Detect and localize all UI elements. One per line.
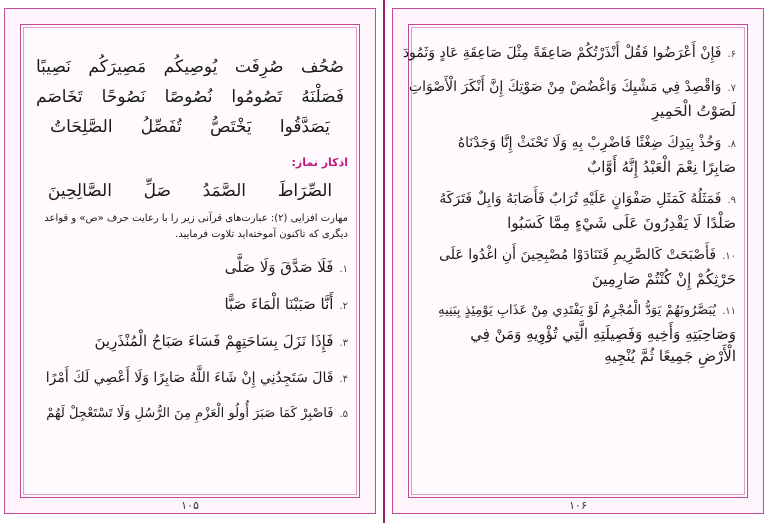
word: نَصِيبًا [36, 57, 71, 77]
word-row [32, 82, 348, 112]
verse-line [420, 188, 736, 212]
word: يَصَدَّقُوا [279, 117, 330, 137]
dhikr-title: اذکار نماز: [291, 156, 348, 169]
word: الصَّلِحَاتُ [50, 117, 113, 137]
verse-text: فَأَصْبَحَتْ كَالصَّرِيمِ فَتَنَادَوْا مُصْبِحِينَ أَنِ اغْدُوا عَلَى [439, 247, 717, 263]
verse-number: ۶. [727, 49, 736, 60]
verse-line [420, 300, 736, 323]
exercise-item [32, 257, 348, 280]
page-number: ۱۰۵ [181, 499, 199, 512]
exercise-number: ۴. [339, 374, 348, 385]
word: صُرِفَت [234, 57, 284, 77]
verse-number: ۱۱. [722, 306, 736, 317]
page-number: ۱۰۶ [569, 499, 587, 512]
left-page [4, 8, 376, 514]
verse-line [420, 100, 736, 122]
word: تَخَاصَم [36, 87, 83, 107]
word: يَخْتَصُّ [209, 117, 252, 137]
verse-line [402, 42, 736, 66]
verse-line [420, 132, 736, 156]
verse-text: فَإِنْ أَعْرَضُوا فَقُلْ أَنْذَرْتُكُمْ صَاعِقَةً مِثْلَ صَاعِقَةِ عَادٍ وَثَمُودَ [402, 45, 722, 61]
exercise-text: فَاصْبِرْ كَمَا صَبَرَ أُولُو الْعَزْمِ مِنَ الرُّسُلِ وَلَا تَسْتَعْجِلْ لَهُمْ [46, 406, 334, 421]
dhikr-words [32, 175, 348, 207]
exercise-item [32, 331, 348, 354]
verse-item [420, 300, 736, 367]
verse-line [420, 212, 736, 234]
exercise-number: ۲. [339, 301, 348, 312]
word: فَصَلْنَهُ [301, 87, 344, 107]
verse-text: لَصَوْتُ الْحَمِيرِ [651, 102, 736, 120]
verse-number: ۱۰. [722, 251, 736, 262]
dhikr-word: صَلِّ [143, 181, 171, 201]
left-page-content [32, 36, 348, 486]
word-row [32, 112, 348, 142]
verse-item [420, 244, 736, 290]
verse-text: وَصَاحِبَتِهِ وَأَخِيهِ وَفَصِيلَتِهِ الَّتِي تُؤْوِيهِ وَمَنْ فِي [470, 325, 736, 343]
word: تَصُومُوا [231, 87, 283, 107]
exercise-text: فَلَا صَدَّقَ وَلَا صَلَّى [224, 258, 334, 276]
verse-line [408, 76, 736, 100]
verse-line [420, 244, 736, 268]
verse-text: وَخُذْ بِيَدِكَ ضِغْثًا فَاضْرِبْ بِهِ وَلَا تَحْنَثْ إِنَّا وَجَدْنَاهُ [457, 135, 722, 151]
word: نَصُوحًا [101, 87, 146, 107]
verse-line [420, 345, 736, 367]
dhikr-word: الصِّرَاطَ [277, 181, 333, 201]
verse-text: الْأَرْضِ جَمِيعًا ثُمَّ يُنْجِيهِ [604, 347, 736, 365]
verse-number: ۸. [727, 139, 736, 150]
exercise-item [32, 404, 348, 425]
word: يُوصِيكُم [163, 57, 218, 77]
verse-line [420, 323, 736, 345]
word-practice [32, 52, 348, 142]
verse-text: فَمَثَلُهُ كَمَثَلِ صَفْوَانٍ عَلَيْهِ تُرَابٌ فَأَصَابَهُ وَابِلٌ فَتَرَكَهُ [439, 191, 722, 207]
exercise-list [32, 257, 348, 425]
verse-text: يُبَصَّرُونَهُمْ يَوَدُّ الْمُجْرِمُ لَوْ يَفْتَدِي مِنْ عَذَابِ يَوْمِئِذٍ بِبَنِيهِ [438, 303, 717, 318]
verse-item [420, 132, 736, 178]
verse-item [402, 42, 736, 66]
spine-line [383, 0, 385, 523]
verse-number: ۹. [727, 195, 736, 206]
dhikr-word: الصَّالِحِينَ [47, 181, 112, 201]
verse-line [420, 268, 736, 290]
verse-item [420, 188, 736, 234]
exercise-number: ۵. [339, 409, 348, 420]
word: تُفَصِّلُ [140, 117, 182, 137]
exercise-number: ۱. [339, 264, 348, 275]
word: صُحُف [300, 57, 344, 77]
word-row [32, 52, 348, 82]
verse-text: حَرْثِكُمْ إِنْ كُنْتُمْ صَارِمِينَ [591, 270, 736, 288]
instruction-text: مهارت افزایی (۲): عبارت‌های قرآنی زیر را با رعایت حرف «ص» و قواعد دیگری که تاکنون آموخته‌اید تلاوت فرمایید. [44, 213, 348, 240]
right-page [392, 8, 764, 514]
exercise-item [32, 368, 348, 390]
right-page-content [402, 42, 736, 486]
dhikr-word: الصَّمَدُ [202, 181, 247, 201]
word: مَصِيرَكُم [88, 57, 147, 77]
exercise-text: قَالَ سَتَجِدُنِي إِنْ شَاءَ اللَّهُ صَابِرًا وَلَا أَعْصِي لَكَ أَمْرًا [45, 370, 334, 386]
exercise-item [32, 294, 348, 317]
verse-text: صَلْدًا لَا يَقْدِرُونَ عَلَى شَيْءٍ مِمَّا كَسَبُوا [507, 214, 736, 232]
verse-line [420, 156, 736, 178]
word: نُصُوصًا [164, 87, 213, 107]
verse-item [408, 76, 736, 122]
exercise-text: أَنَّا صَبَبْنَا الْمَاءَ صَبًّا [224, 295, 334, 313]
exercise-number: ۳. [339, 338, 348, 349]
verse-text: وَاقْصِدْ فِي مَشْيِكَ وَاغْضُضْ مِنْ صَوْتِكَ إِنَّ أَنْكَرَ الْأَصْوَاتِ [408, 79, 722, 95]
verse-number: ۷. [727, 83, 736, 94]
exercise-text: فَإِذَا نَزَلَ بِسَاحَتِهِمْ فَسَاءَ صَبَاحُ الْمُنْذَرِينَ [94, 332, 334, 350]
verse-text: صَابِرًا نِعْمَ الْعَبْدُ إِنَّهُ أَوَّابٌ [587, 158, 736, 176]
